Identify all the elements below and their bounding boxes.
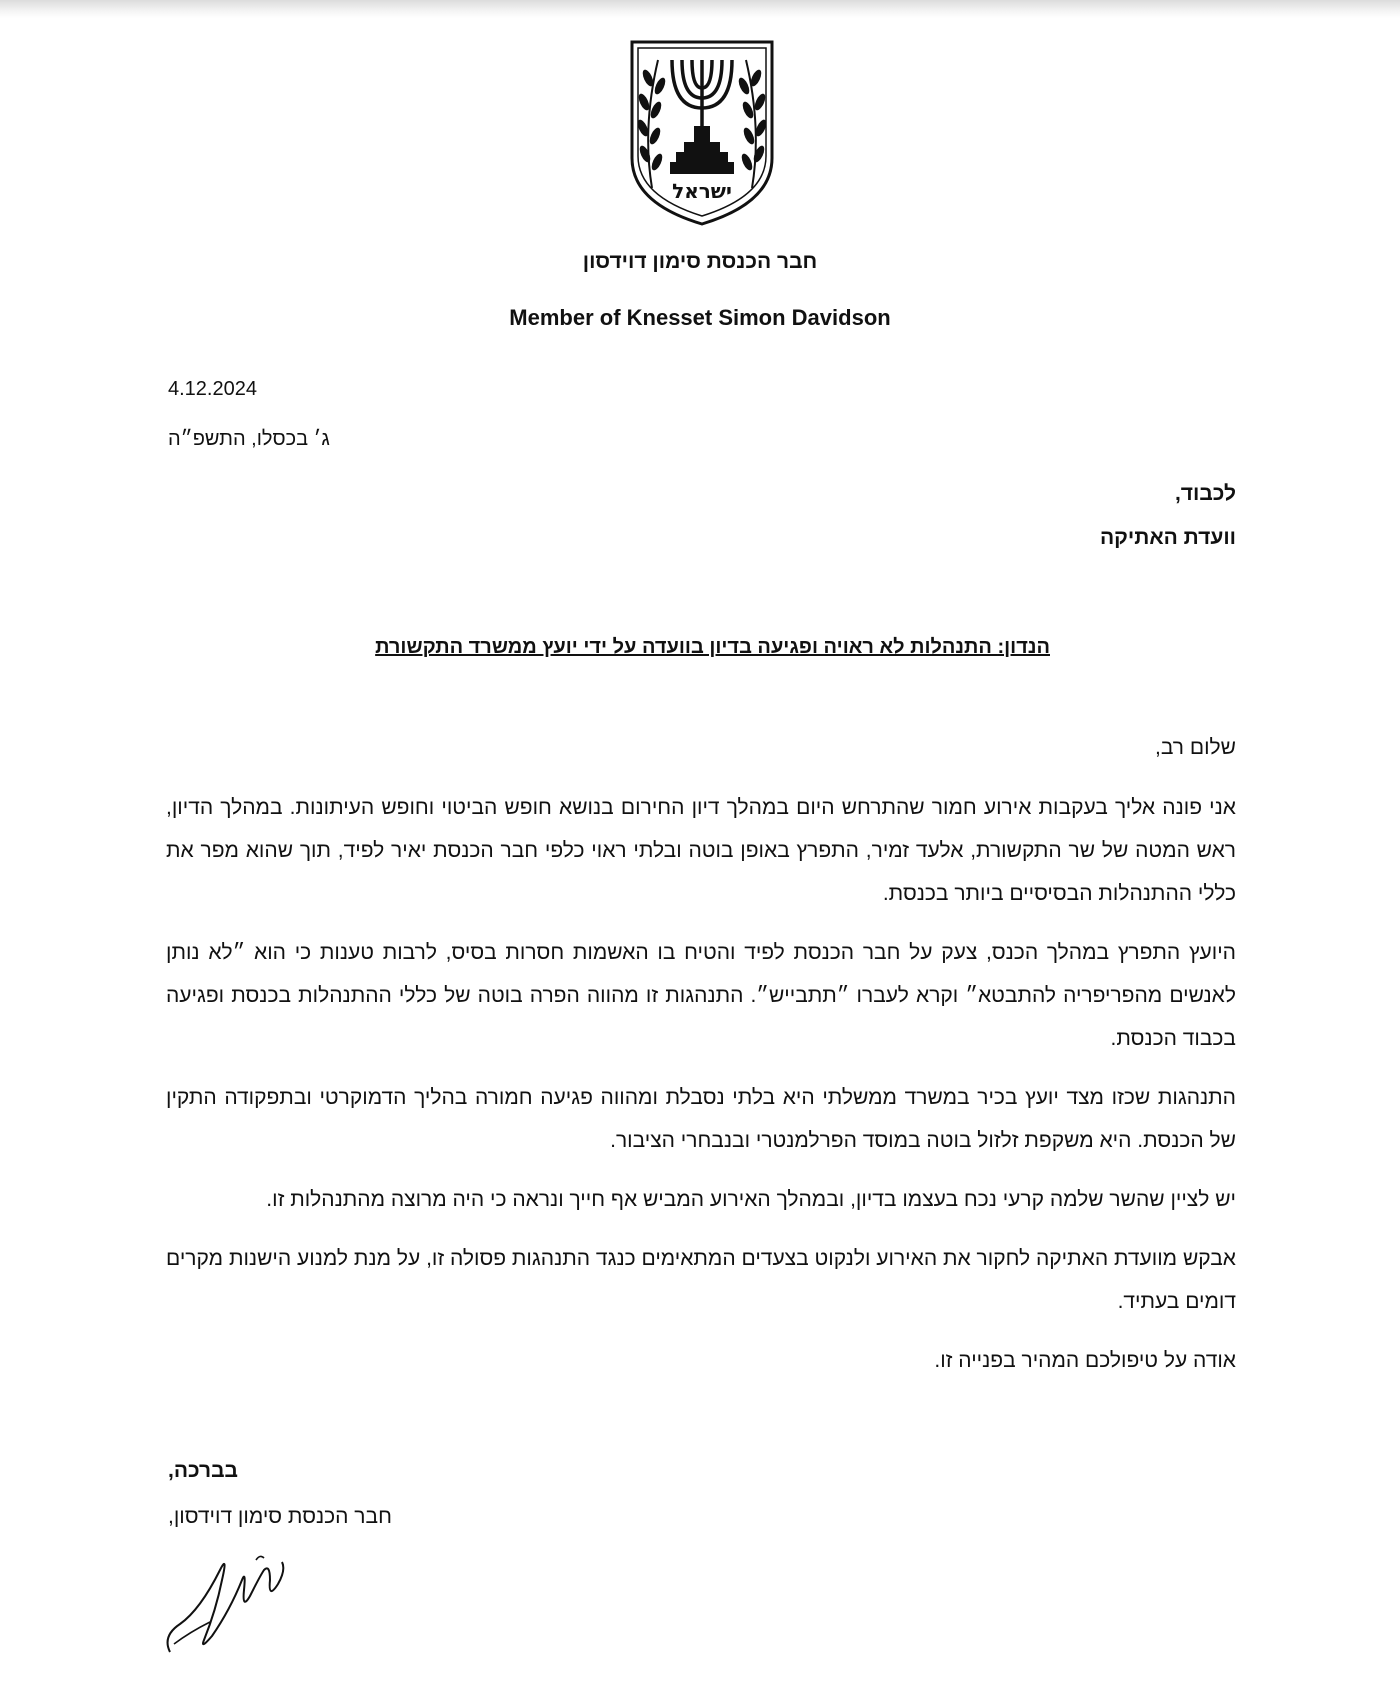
body-paragraph: אבקש מוועדת האתיקה לחקור את האירוע ולנקוט בצעדים המתאימים כנגד התנהגות פסולה זו, על מנת למנוע הישנות מקרים דומים בעתיד. (166, 1247, 1236, 1313)
body-paragraph: היועץ התפרץ במהלך הכנס, צעק על חבר הכנסת לפיד והטיח בו האשמות חסרות בסיס, לרבות טענות כי הוא ״לא נותן לאנשים מהפריפריה להתבטא״ וקרא לעברו ״תתבייש״. התנהגות זו מהווה הפרה בוטה של כללי ההתנהלות בכנסת ופגיעה בכבוד הכנסת. (166, 941, 1236, 1050)
date-gregorian: 4.12.2024 (168, 378, 257, 400)
handwritten-signature (160, 1540, 310, 1660)
body-paragraph: יש לציין שהשר שלמה קרעי נכח בעצמו בדיון, ובמהלך האירוע המביש אף חייך ונראה כי היה מרוצה מהתנהלות זו. (266, 1188, 1236, 1211)
emblem-caption: ישראל (672, 179, 732, 203)
date-hebrew: ג׳ בכסלו, התשפ״ה (168, 428, 330, 450)
closing-regards: בברכה, (168, 1459, 239, 1482)
body-paragraph: אני פונה אליך בעקבות אירוע חמור שהתרחש היום במהלך דיון החירום בנושא חופש הביטוי וחופש העיתונות. במהלך הדיון, ראש המטה של שר התקשורת, אלעד זמיר, התפרץ באופן בוטה ובלתי ראוי כלפי חבר הכנסת יאיר לפיד, תוך שהוא מפר את כללי ההתנהלות הבסיסיים ביותר בכנסת. (166, 796, 1236, 905)
letter-body (166, 786, 1236, 1398)
body-paragraph: אודה על טיפולכם המהיר בפנייה זו. (934, 1349, 1236, 1372)
closing-block (168, 1448, 392, 1540)
sender-name-hebrew: חבר הכנסת סימון דוידסון (582, 250, 818, 273)
closing-signer: חבר הכנסת סימון דוידסון, (168, 1505, 392, 1528)
recipient-block (1100, 472, 1236, 560)
recipient-name: וועדת האתיקה (1099, 526, 1236, 549)
subject-line (375, 636, 1050, 659)
state-emblem (626, 38, 778, 228)
sender-name-english: Member of Knesset Simon Davidson (509, 305, 891, 330)
recipient-salutation: לכבוד, (1174, 482, 1236, 505)
greeting: שלום רב, (1155, 736, 1236, 759)
subject-label: הנדון: (997, 636, 1050, 658)
body-paragraph: התנהגות שכזו מצד יועץ בכיר במשרד ממשלתי היא בלתי נסבלת ומהווה פגיעה חמורה בהליך הדמוקרטי ובתפקודה התקין של הכנסת. היא משקפת זלזול בוטה במוסד הפרלמנטרי ובנבחרי הציבור. (166, 1086, 1236, 1152)
viewer-top-bar (0, 0, 1400, 18)
subject-text: התנהלות לא ראויה ופגיעה בדיון בוועדה על ידי יועץ ממשרד התקשורת (375, 636, 998, 658)
